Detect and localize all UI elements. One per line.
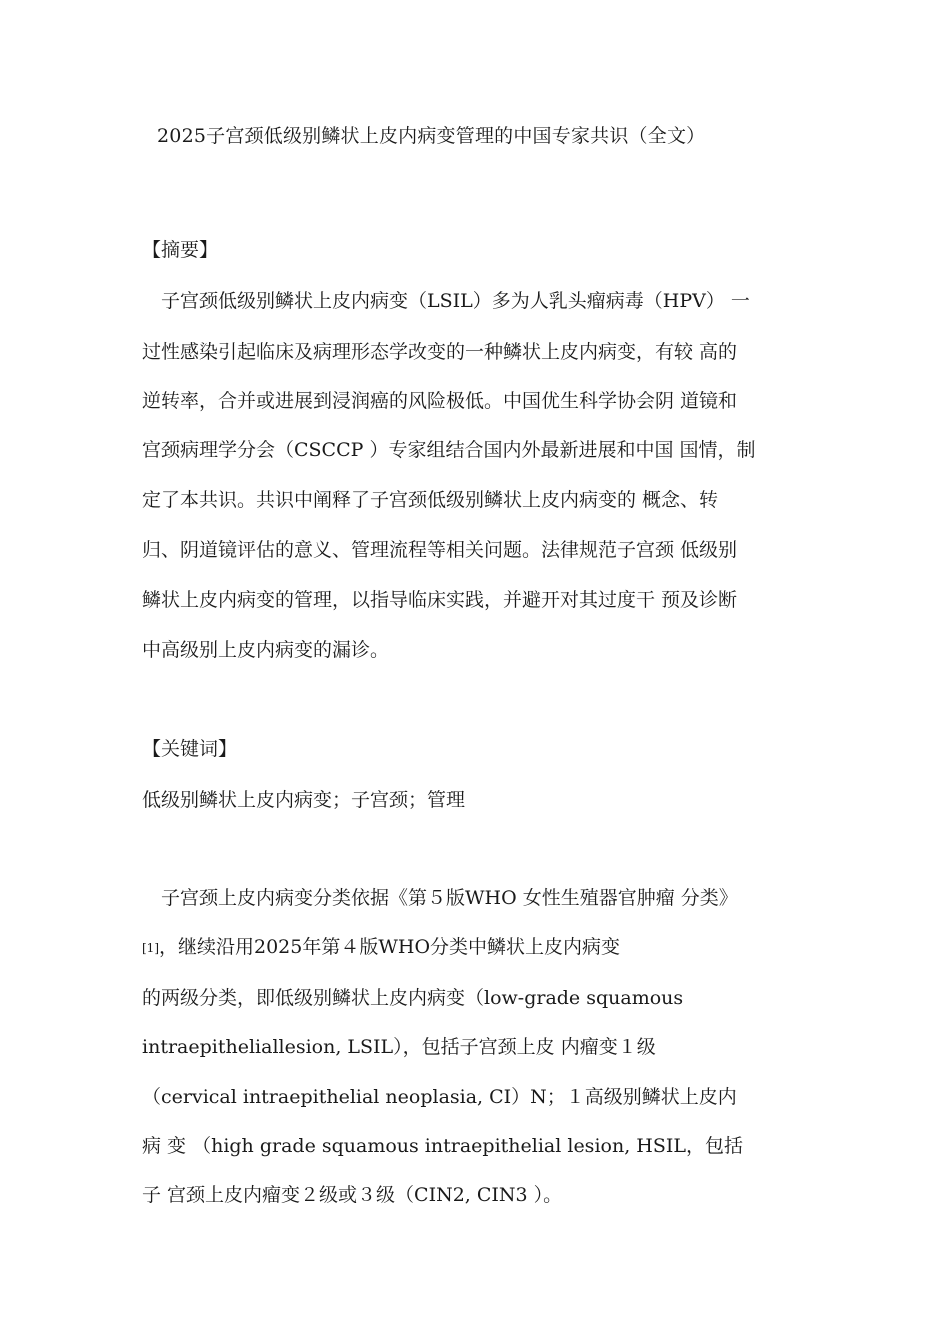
reference-marker: [1] (142, 941, 159, 955)
abstract-line: 中高级别上皮内病变的漏诊。 (142, 639, 390, 661)
abstract-line: 过性感染引起临床及病理形态学改变的一种鳞状上皮内病变，有较 高的 (142, 341, 738, 363)
keywords-heading: 【关键词】 (142, 738, 238, 760)
abstract-line: 子宫颈低级别鳞状上皮内病变（LSIL）多为人乳头瘤病毒（HPV） 一 (142, 290, 750, 312)
abstract-line: 定了本共识。共识中阐释了子宫颈低级别鳞状上皮内病变的 概念、转 (142, 489, 719, 511)
body-line: （cervical intraepithelial neoplasia, CI）N；１高级别鳞状上皮内 (142, 1086, 737, 1108)
keywords-line: 低级别鳞状上皮内病变；子宫颈；管理 (142, 789, 466, 811)
body-line: 子 宫颈上皮内瘤变２级或３级（CIN2, CIN3 ）。 (142, 1184, 563, 1206)
body-line: 病 变 （high grade squamous intraepithelial lesion, HSIL，包括 (142, 1135, 743, 1157)
abstract-heading: 【摘要】 (142, 239, 219, 261)
body-line: 子宫颈上皮内病变分类依据《第５版WHO 女性生殖器官肿瘤 分类》 (142, 887, 738, 909)
abstract-line: 归、阴道镜评估的意义、管理流程等相关问题。法律规范子宫颈 低级别 (142, 539, 738, 561)
body-line: intraepitheliallesion, LSIL），包括子宫颈上皮 内瘤变１级 (142, 1036, 656, 1058)
abstract-line: 宫颈病理学分会（CSCCP ）专家组结合国内外最新进展和中国 国情，制 (142, 439, 756, 461)
abstract-line: 逆转率，合并或进展到浸润癌的风险极低。中国优生科学协会阴 道镜和 (142, 390, 738, 412)
body-line (142, 932, 620, 959)
document-title: 2025子宫颈低级别鳞状上皮内病变管理的中国专家共识（全文） (157, 125, 706, 147)
abstract-line: 鳞状上皮内病变的管理，以指导临床实践，并避开对其过度干 预及诊断 (142, 589, 738, 611)
body-line-text: ，继续沿用2025年第４版WHO分类中鳞状上皮内病变 (159, 936, 621, 958)
body-line: 的两级分类，即低级别鳞状上皮内病变（low-grade squamous (142, 987, 684, 1009)
